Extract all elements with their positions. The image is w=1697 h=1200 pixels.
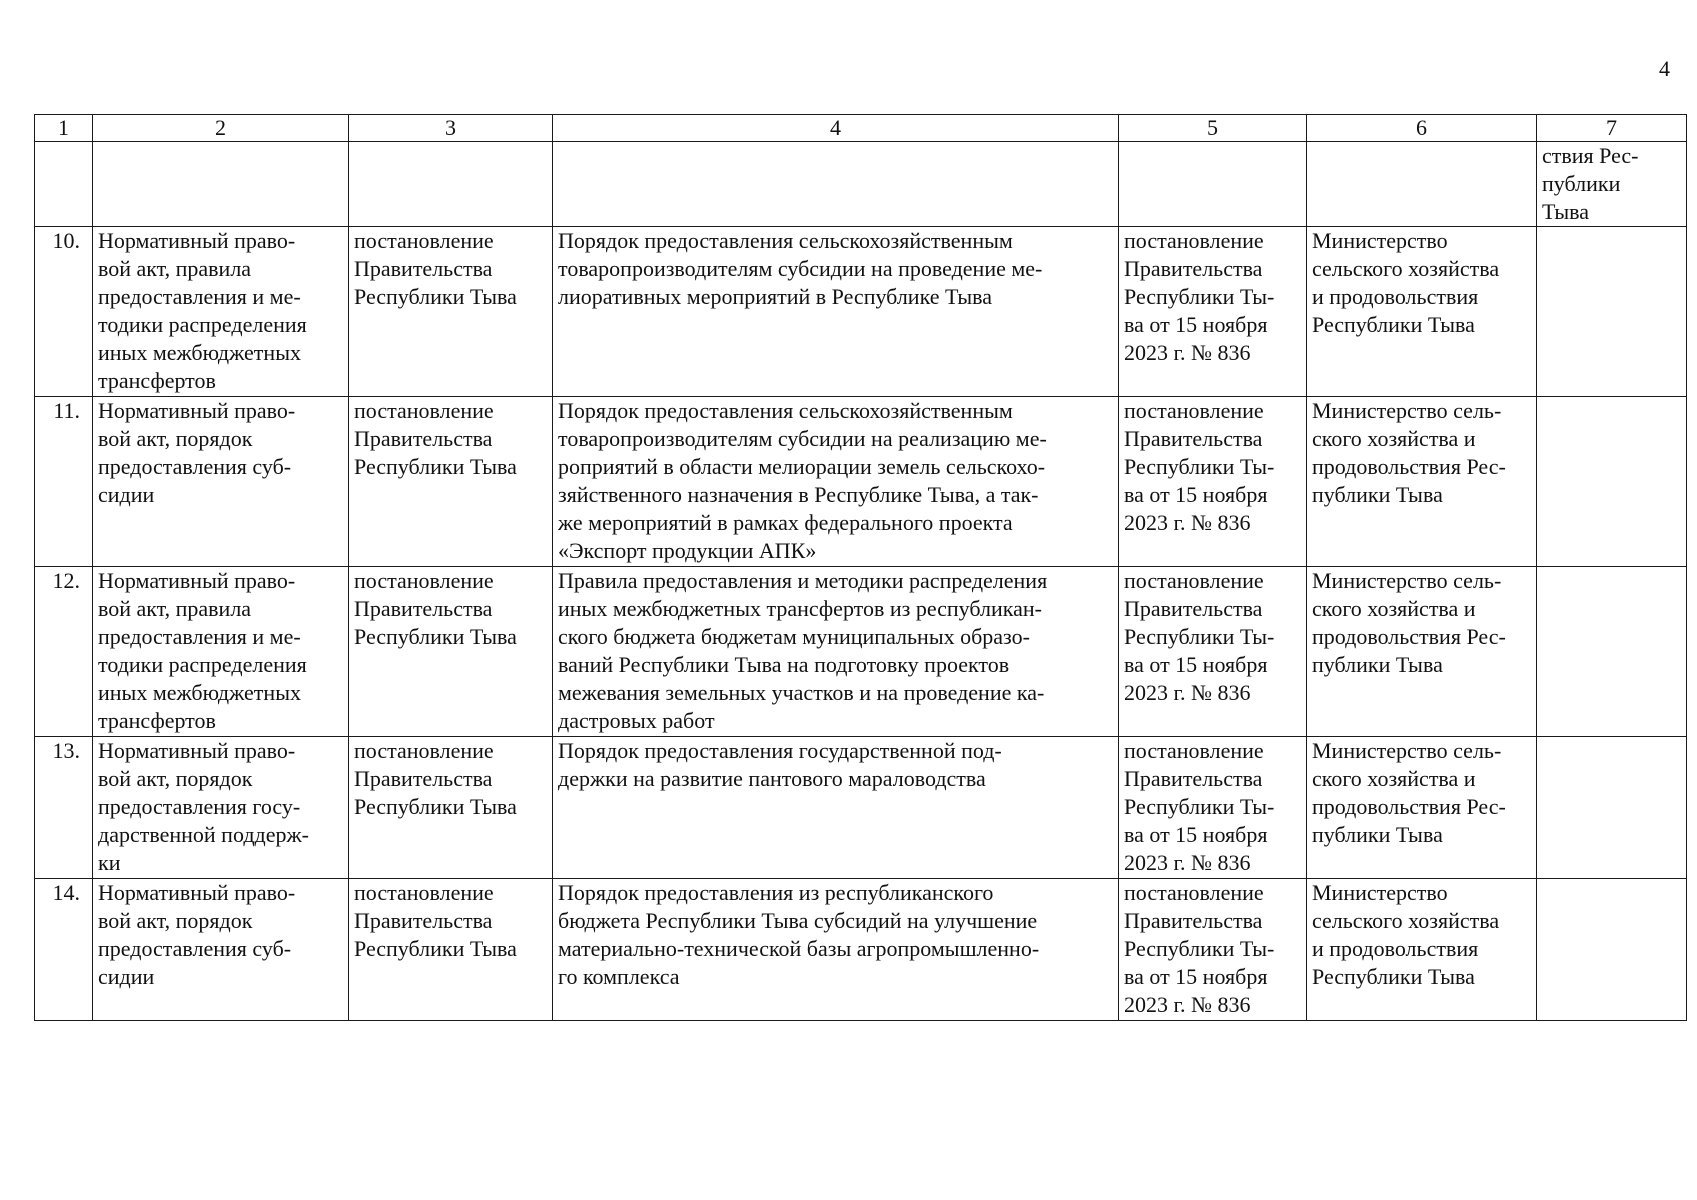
table-cell-col6 — [1307, 397, 1537, 567]
cell-line: Нормативный право- — [98, 880, 296, 905]
cell-line: Министерство сель- — [1312, 738, 1502, 763]
cell-line: сидии — [98, 482, 155, 507]
cell-line: Министерство — [1312, 880, 1448, 905]
cell-line: Правительства — [354, 426, 493, 451]
cell-line: бюджета Республики Тыва субсидий на улучшение — [558, 908, 1038, 933]
table-cell-col2 — [93, 397, 349, 567]
column-number: 1 — [35, 115, 93, 142]
cell-line: же мероприятий в рамках федерального проекта — [558, 510, 1013, 535]
row-number: 14. — [35, 879, 93, 1021]
cell-line: постановление — [354, 398, 494, 423]
table-cell-col3 — [349, 567, 553, 737]
table-cell — [1119, 142, 1307, 227]
cell-line: материально-технической базы агропромышленно- — [558, 936, 1040, 961]
cell-line: Республики Тыва — [1312, 312, 1475, 337]
table-cell-col7 — [1537, 227, 1687, 397]
table-cell-col4 — [553, 227, 1119, 397]
table-cell-col7 — [1537, 397, 1687, 567]
column-number-row — [35, 115, 1687, 142]
table-cell-col4 — [553, 397, 1119, 567]
cell-line: публики Тыва — [1312, 822, 1443, 847]
cell-line: постановление — [354, 568, 494, 593]
cell-line: роприятий в области мелиорации земель сельскохо- — [558, 454, 1046, 479]
table-cell — [349, 142, 553, 227]
cell-line: Порядок предоставления государственной под- — [558, 738, 1002, 763]
table-cell-col5 — [1119, 879, 1307, 1021]
cell-line: Республики Тыва — [354, 624, 517, 649]
cell-line: Правительства — [1124, 766, 1263, 791]
cell-line: публики — [1542, 171, 1621, 196]
table-cell-col7 — [1537, 737, 1687, 879]
cell-line: сельского хозяйства — [1312, 256, 1500, 281]
cell-line: постановление — [354, 228, 494, 253]
cell-line: ва от 15 ноября — [1124, 822, 1268, 847]
column-number: 6 — [1307, 115, 1537, 142]
table-row — [35, 879, 1687, 1021]
cell-line: предоставления суб- — [98, 936, 292, 961]
cell-line: постановление — [1124, 398, 1264, 423]
cell-line: Республики Тыва — [354, 936, 517, 961]
cell-line: 2023 г. № 836 — [1124, 992, 1251, 1017]
cell-line: 2023 г. № 836 — [1124, 340, 1251, 365]
cell-line: ва от 15 ноября — [1124, 964, 1268, 989]
cell-line: вой акт, правила — [98, 596, 252, 621]
column-number: 3 — [349, 115, 553, 142]
cell-line: лиоративных мероприятий в Республике Тыва — [558, 284, 992, 309]
cell-line: Министерство сель- — [1312, 398, 1502, 423]
cell-line: публики Тыва — [1312, 652, 1443, 677]
cell-line: продовольствия Рес- — [1312, 624, 1506, 649]
cell-line: предоставления суб- — [98, 454, 292, 479]
cell-line: публики Тыва — [1312, 482, 1443, 507]
table-cell-col4 — [553, 737, 1119, 879]
cell-line: трансфертов — [98, 368, 216, 393]
table-cell-col7 — [1537, 879, 1687, 1021]
table-cell-col5 — [1119, 567, 1307, 737]
cell-line: ва от 15 ноября — [1124, 312, 1268, 337]
continuation-cell — [1537, 142, 1687, 227]
cell-line: Правительства — [354, 908, 493, 933]
table-cell-col3 — [349, 879, 553, 1021]
page-number: 4 — [1659, 56, 1670, 81]
table-cell — [1307, 142, 1537, 227]
cell-line: Порядок предоставления сельскохозяйственным — [558, 228, 1013, 253]
cell-line: и продовольствия — [1312, 936, 1479, 961]
column-number: 2 — [93, 115, 349, 142]
cell-line: «Экспорт продукции АПК» — [558, 538, 817, 563]
table-cell-col2 — [93, 567, 349, 737]
table-cell-col6 — [1307, 227, 1537, 397]
cell-line: Министерство сель- — [1312, 568, 1502, 593]
cell-line: Республики Тыва — [354, 454, 517, 479]
cell-line: ствия Рес- — [1542, 143, 1639, 168]
cell-line: постановление — [1124, 738, 1264, 763]
cell-line: держки на развитие пантового мараловодства — [558, 766, 986, 791]
row-number: 11. — [35, 397, 93, 567]
cell-line: дастровых работ — [558, 708, 715, 733]
cell-line: ки — [98, 850, 121, 875]
table-cell-col5 — [1119, 397, 1307, 567]
cell-line: сельского хозяйства — [1312, 908, 1500, 933]
column-number: 5 — [1119, 115, 1307, 142]
cell-line: товаропроизводителям субсидии на реализацию ме- — [558, 426, 1047, 451]
cell-line: вой акт, порядок — [98, 426, 253, 451]
cell-line: товаропроизводителям субсидии на проведение ме- — [558, 256, 1043, 281]
cell-line: предоставления и ме- — [98, 624, 301, 649]
table-cell-col6 — [1307, 879, 1537, 1021]
cell-line: продовольствия Рес- — [1312, 794, 1506, 819]
cell-line: Министерство — [1312, 228, 1448, 253]
cell-line: Республики Ты- — [1124, 794, 1275, 819]
table-cell — [35, 142, 93, 227]
cell-line: Нормативный право- — [98, 228, 296, 253]
table-cell — [93, 142, 349, 227]
cell-line: вой акт, порядок — [98, 908, 253, 933]
table-cell — [553, 142, 1119, 227]
cell-line: Республики Ты- — [1124, 454, 1275, 479]
cell-line: ского хозяйства и — [1312, 766, 1476, 791]
cell-line: тодики распределения — [98, 652, 307, 677]
cell-line: тодики распределения — [98, 312, 307, 337]
cell-line: 2023 г. № 836 — [1124, 510, 1251, 535]
cell-line: иных межбюджетных трансфертов из республикан- — [558, 596, 1043, 621]
cell-line: ва от 15 ноября — [1124, 482, 1268, 507]
table-cell-col3 — [349, 397, 553, 567]
cell-line: постановление — [354, 738, 494, 763]
row-number: 12. — [35, 567, 93, 737]
table-cell-col3 — [349, 737, 553, 879]
table-cell-col7 — [1537, 567, 1687, 737]
column-number: 4 — [553, 115, 1119, 142]
cell-line: Республики Ты- — [1124, 936, 1275, 961]
cell-line: Правительства — [1124, 256, 1263, 281]
row-number: 13. — [35, 737, 93, 879]
table-cell-col2 — [93, 737, 349, 879]
cell-line: иных межбюджетных — [98, 680, 301, 705]
cell-line: вой акт, порядок — [98, 766, 253, 791]
cell-line: Правила предоставления и методики распределения — [558, 568, 1048, 593]
table-row — [35, 737, 1687, 879]
cell-line: предоставления госу- — [98, 794, 301, 819]
cell-line: постановление — [1124, 568, 1264, 593]
cell-line: Правительства — [1124, 908, 1263, 933]
cell-line: постановление — [1124, 228, 1264, 253]
cell-line: ского бюджета бюджетам муниципальных образо- — [558, 624, 1030, 649]
cell-line: иных межбюджетных — [98, 340, 301, 365]
cell-line: 2023 г. № 836 — [1124, 680, 1251, 705]
cell-line: Республики Тыва — [354, 284, 517, 309]
table-cell-col6 — [1307, 567, 1537, 737]
cell-line: ва от 15 ноября — [1124, 652, 1268, 677]
cell-line: Республики Ты- — [1124, 624, 1275, 649]
cell-line: Республики Тыва — [354, 794, 517, 819]
cell-line: Нормативный право- — [98, 568, 296, 593]
cell-line: го комплекса — [558, 964, 680, 989]
cell-line: Нормативный право- — [98, 398, 296, 423]
continuation-row — [35, 142, 1687, 227]
cell-line: Республики Ты- — [1124, 284, 1275, 309]
cell-line: Порядок предоставления сельскохозяйственным — [558, 398, 1013, 423]
cell-line: ского хозяйства и — [1312, 426, 1476, 451]
cell-line: Правительства — [1124, 596, 1263, 621]
table-row — [35, 567, 1687, 737]
table-cell-col2 — [93, 227, 349, 397]
cell-line: Тыва — [1542, 199, 1589, 224]
cell-line: Правительства — [354, 596, 493, 621]
cell-line: ского хозяйства и — [1312, 596, 1476, 621]
cell-line: Нормативный право- — [98, 738, 296, 763]
cell-line: трансфертов — [98, 708, 216, 733]
cell-line: вой акт, правила — [98, 256, 252, 281]
cell-line: продовольствия Рес- — [1312, 454, 1506, 479]
cell-line: 2023 г. № 836 — [1124, 850, 1251, 875]
table-row — [35, 227, 1687, 397]
table-row — [35, 397, 1687, 567]
cell-line: зяйственного назначения в Республике Тыва, а так- — [558, 482, 1039, 507]
cell-line: постановление — [1124, 880, 1264, 905]
cell-line: Правительства — [354, 256, 493, 281]
cell-line: Республики Тыва — [1312, 964, 1475, 989]
cell-line: дарственной поддерж- — [98, 822, 309, 847]
table-cell-col5 — [1119, 737, 1307, 879]
cell-line: сидии — [98, 964, 155, 989]
cell-line: Порядок предоставления из республиканского — [558, 880, 994, 905]
table-cell-col2 — [93, 879, 349, 1021]
cell-line: Правительства — [354, 766, 493, 791]
table-cell-col5 — [1119, 227, 1307, 397]
row-number: 10. — [35, 227, 93, 397]
table-cell-col6 — [1307, 737, 1537, 879]
cell-line: Правительства — [1124, 426, 1263, 451]
table-cell-col4 — [553, 567, 1119, 737]
table-cell-col4 — [553, 879, 1119, 1021]
cell-line: и продовольствия — [1312, 284, 1479, 309]
cell-line: ваний Республики Тыва на подготовку проектов — [558, 652, 1010, 677]
registry-table — [34, 114, 1687, 1021]
column-number: 7 — [1537, 115, 1687, 142]
cell-line: межевания земельных участков и на проведение ка- — [558, 680, 1045, 705]
table-cell-col3 — [349, 227, 553, 397]
cell-line: предоставления и ме- — [98, 284, 301, 309]
cell-line: постановление — [354, 880, 494, 905]
